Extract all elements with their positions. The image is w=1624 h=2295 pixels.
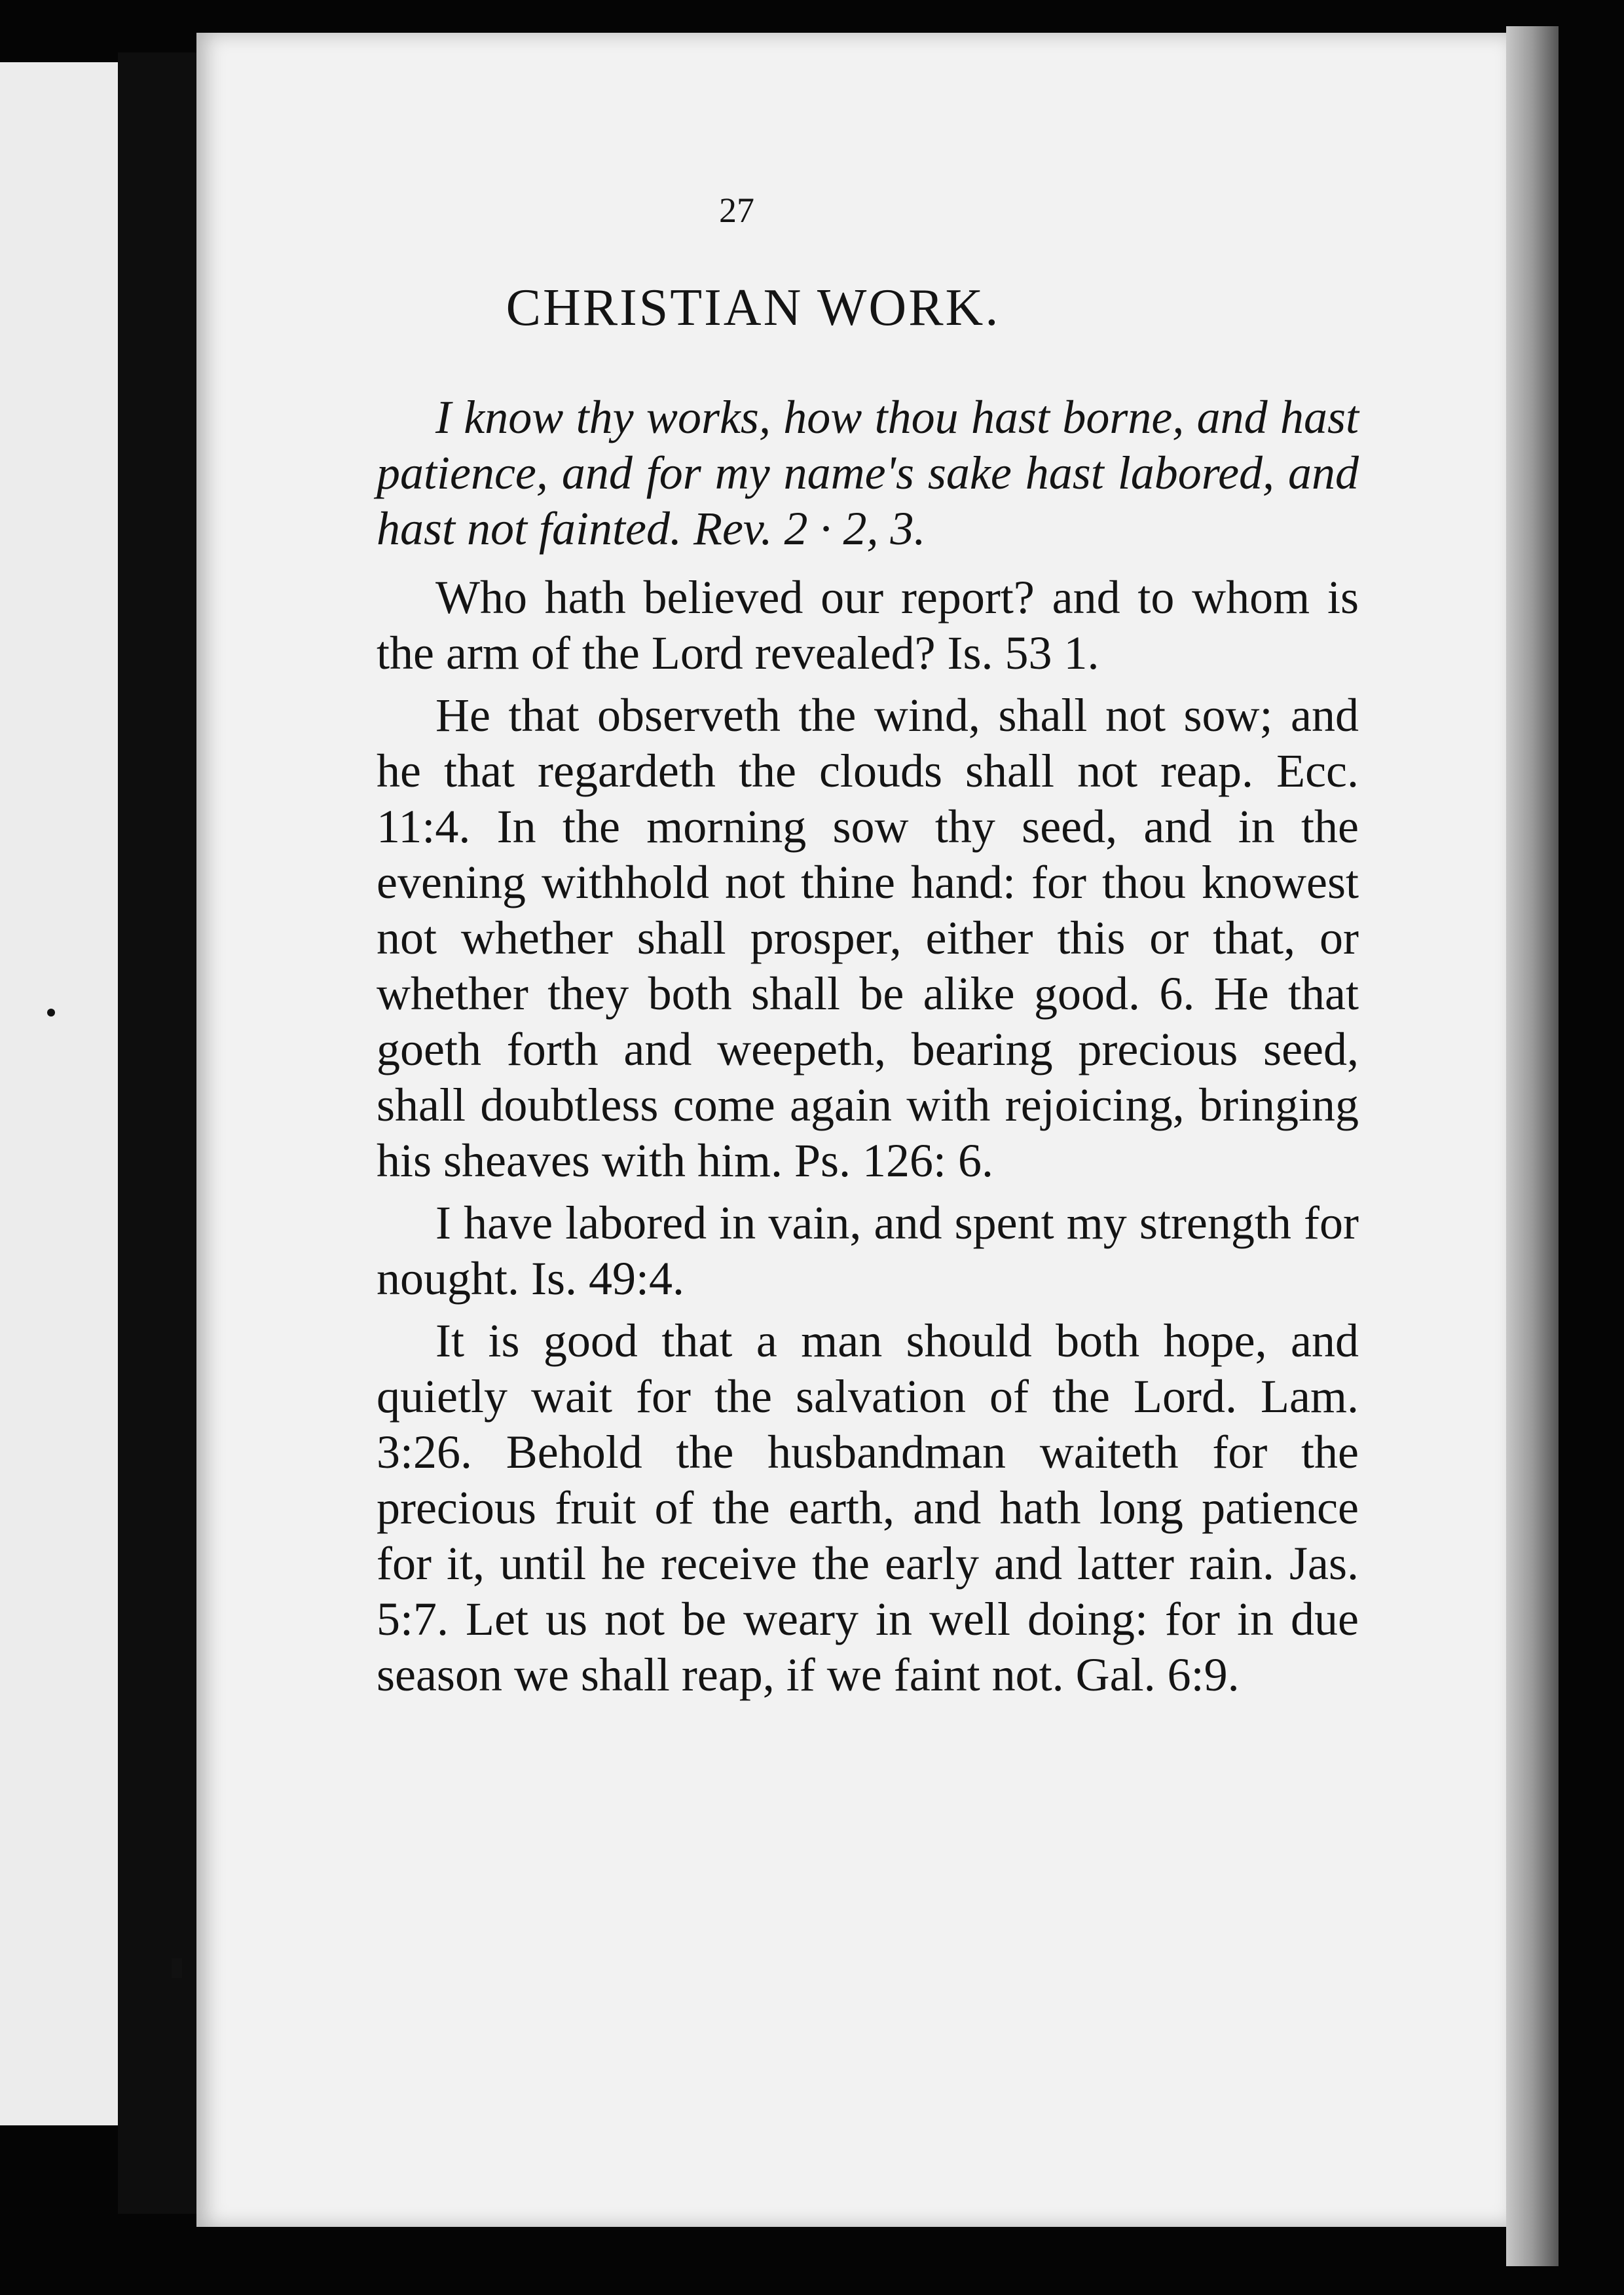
book-gutter (118, 52, 196, 2214)
body-paragraph: I have labored in vain, and spent my strength for nought. Is. 49:4. (377, 1197, 1359, 1305)
book-page (196, 33, 1506, 2227)
facing-page-edge (0, 62, 122, 2125)
chapter-heading: CHRISTIAN WORK. (506, 279, 1001, 337)
page-number: 27 (719, 191, 754, 230)
page-fore-edge (1506, 26, 1559, 2266)
body-paragraph: It is good that a man should both hope, and quietly wait for the salvation of the Lord. Lam. 3:26. Behold the husbandman waiteth for the precious fruit of the earth, and hath long patience for it, until he receive the early and latter rain. Jas. 5:7. Let us not be weary in well doing: for in due season we shall reap, if we faint not. Gal. 6:9. (377, 1315, 1359, 1701)
body-paragraph: He that observeth the wind, shall not sow; and he that regardeth the clouds shall not reap. Ecc. 11:4. In the morning sow thy seed, and in the evening withhold not thine hand: for thou knowest not whether shall prosper, either this or that, or whether they both shall be alike good. 6. He that goeth forth and weepeth, bearing precious seed, shall doubtless come again with rejoicing, bringing his sheaves with him. Ps. 126: 6. (377, 689, 1359, 1187)
scripture-passages (377, 390, 1359, 1709)
gutter-speck (172, 1958, 182, 1978)
epigraph-paragraph: I know thy works, how thou hast borne, and hast patience, and for my name's sake hast labored, and hast not fainted. Rev. 2 · 2, 3. (377, 391, 1359, 555)
body-paragraph: Who hath believed our report? and to whom is the arm of the Lord revealed? Is. 53 1. (377, 571, 1359, 679)
gutter-speck (47, 1009, 55, 1017)
